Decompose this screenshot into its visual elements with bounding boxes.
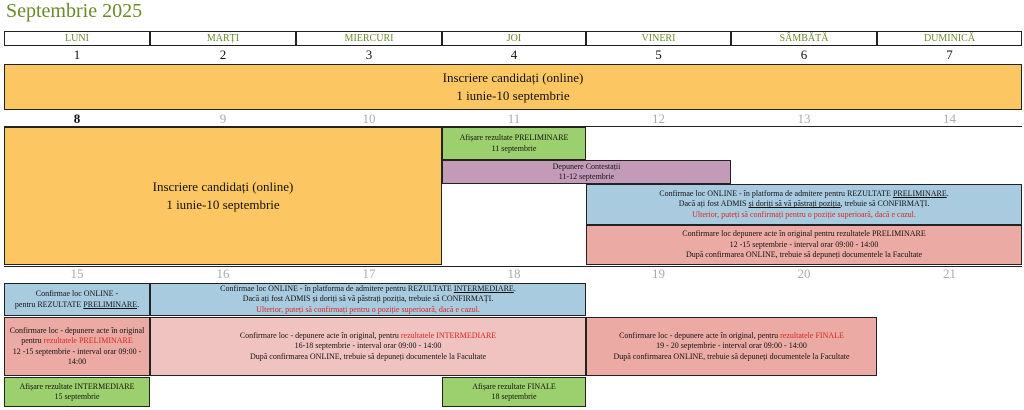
afisare-finale-event	[442, 377, 586, 407]
confirm-original-15-line2: 12 -15 septembrie - interval orar 09:00 - 14:00	[12, 346, 142, 366]
confirm-online-15-event	[4, 283, 150, 316]
date-19: 19	[652, 266, 665, 281]
date-1: 1	[73, 47, 81, 62]
confirm-original-intermediare-line1: Confirmare loc - depunere acte în original, pentru rezultatele INTERMEDIARE	[239, 330, 497, 340]
day-header-marti: MARȚI	[150, 31, 296, 46]
date-3: 3	[365, 47, 373, 62]
date-16: 16	[216, 266, 230, 281]
day-header-joi: JOI	[442, 31, 586, 46]
confirm-original-finale-event	[586, 317, 877, 376]
confirm-online-preliminare-line3: Ulterior, puteți să confirmați pentru o poziție superioară, dacă e cazul.	[692, 209, 916, 219]
date-20: 20	[797, 266, 811, 281]
afisare-preliminare-line1: Afișare rezultate PRELIMINARE	[459, 133, 569, 142]
afisare-intermediare-line2: 15 septembrie	[54, 392, 100, 401]
confirm-online-preliminare-event	[586, 184, 1022, 225]
date-6: 6	[800, 47, 808, 62]
inscriere-banner-week1	[4, 64, 1022, 110]
day-header-luni: LUNI	[4, 31, 150, 46]
confirm-online-preliminare-line1: Confirmae loc ONLINE - în platforma de admitere pentru REZULTATE PRELIMINARE.	[659, 188, 949, 198]
confirm-online-15-line2: pentru REZULTATE PRELIMINARE.	[14, 299, 140, 309]
confirm-original-preliminare-line2: 12 -15 septembrie - interval orar 09:00 - 14:00	[729, 239, 879, 249]
date-18: 18	[507, 266, 521, 281]
confirm-online-15-line1: Confirmae loc ONLINE -	[35, 289, 119, 298]
confirm-original-preliminare-line3: După confirmarea ONLINE, trebuie să depuneți documentele la Facultate	[685, 250, 923, 260]
date-21: 21	[943, 266, 956, 281]
contestatii-line2: 11-12 septembrie	[558, 172, 615, 181]
confirm-online-intermediare-event	[150, 283, 586, 316]
date-10: 10	[362, 111, 376, 126]
inscriere-line2: 1 iunie-10 septembrie	[166, 197, 280, 212]
day-header-duminica: DUMINICĂ	[877, 31, 1022, 46]
confirm-original-15-event	[4, 317, 150, 376]
afisare-preliminare-event	[442, 127, 586, 160]
date-5: 5	[655, 47, 662, 62]
confirm-original-preliminare-line1: Confirmare loc depunere acte în original pentru rezultatele PRELIMINARE	[682, 229, 926, 239]
day-header-vineri: VINERI	[586, 31, 731, 46]
confirm-original-finale-line3: După confirmarea ONLINE, trebuie să depuneți documentele la Facultate	[613, 351, 850, 361]
inscriere-block-week2	[4, 127, 442, 265]
date-13: 13	[797, 111, 811, 126]
confirm-original-finale-line2: 19 - 20 septembrie - interval orar 09:00 - 14:00	[656, 341, 807, 351]
inscriere-line2: 1 iunie-10 septembrie	[456, 88, 570, 103]
contestatii-event	[442, 160, 731, 184]
afisare-finale-line2: 18 septembrie	[491, 392, 537, 401]
afisare-intermediare-event	[4, 377, 150, 407]
afisare-intermediare-line1: Afișare rezultate INTERMEDIARE	[19, 381, 135, 391]
date-14: 14	[943, 111, 956, 126]
date-7: 7	[946, 47, 953, 62]
confirm-original-intermediare-line2: 16-18 septembrie - interval orar 09:00 - 14:00	[294, 341, 442, 351]
date-8: 8	[73, 111, 81, 126]
confirm-online-preliminare-line2: Dacă ați fost ADMIS și doriți să vă păstrați poziția, trebuie să CONFIRMAȚI.	[678, 199, 930, 209]
date-12: 12	[652, 111, 665, 126]
date-11: 11	[507, 111, 521, 126]
confirm-original-finale-line1: Confirmare loc - depunere acte în original, pentru rezultatele FINALE	[619, 330, 844, 340]
confirm-original-15-line1: Confirmare loc - depunere acte în original pentru rezultatele PRELIMINARE	[9, 325, 145, 345]
date-17: 17	[362, 266, 376, 281]
confirm-original-intermediare-line3: După confirmarea ONLINE, trebuie să depuneți documentele la Facultate	[249, 351, 487, 361]
confirm-online-intermediare-line2: Dacă ați fost ADMIS și doriți să vă păstrați poziția, trebuie să CONFIRMAȚI.	[242, 294, 494, 304]
date-2: 2	[219, 47, 227, 62]
inscriere-line1: Inscriere candidați (online)	[442, 70, 584, 85]
confirm-original-preliminare-event	[586, 225, 1022, 265]
day-header-sambata: SÂMBĂTĂ	[731, 31, 877, 46]
confirm-original-intermediare-event	[150, 317, 586, 376]
confirm-online-intermediare-line3: Ulterior, puteți să confirmați pentru o poziție superioară, dacă e cazul.	[256, 304, 480, 314]
month-title: Septembrie 2025	[6, 0, 143, 22]
confirm-online-intermediare-line1: Confirmae loc ONLINE - în platforma de admitere pentru REZULTATE INTERMEDIARE.	[220, 283, 516, 293]
inscriere-line1: Inscriere candidați (online)	[152, 179, 294, 194]
date-4: 4	[510, 47, 518, 62]
afisare-finale-line1: Afișare rezultate FINALE	[472, 381, 556, 391]
afisare-preliminare-line2: 11 septembrie	[491, 143, 537, 153]
contestatii-line1: Depunere Contestații	[552, 161, 621, 171]
date-9: 9	[219, 111, 227, 126]
day-header-miercuri: MIERCURI	[296, 31, 442, 46]
date-15: 15	[70, 266, 84, 281]
